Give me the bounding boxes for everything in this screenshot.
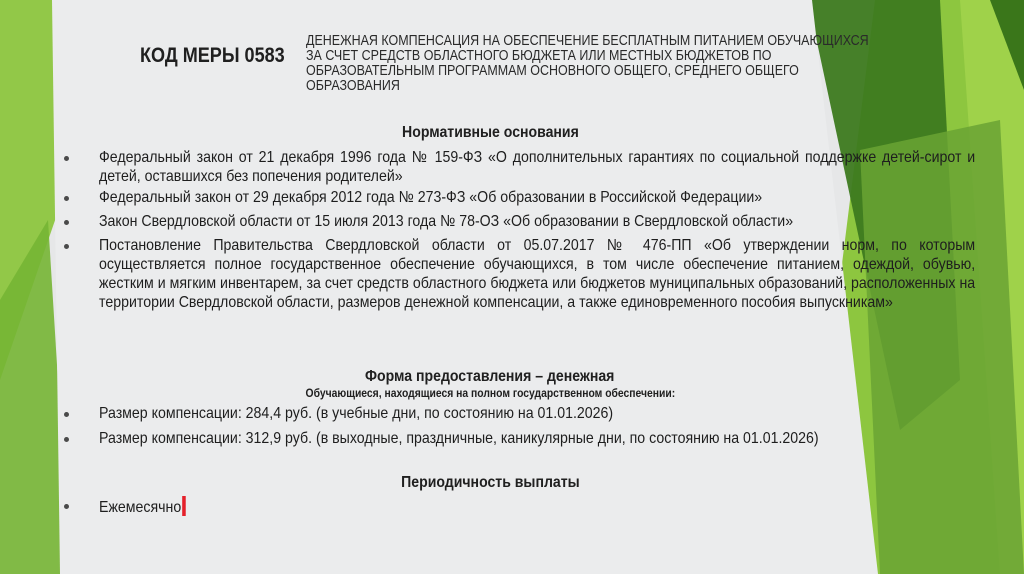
form-subheading xyxy=(52,388,928,400)
bullet-dot-icon xyxy=(64,220,69,225)
bullet-dot-icon xyxy=(64,437,69,442)
text-cursor-icon xyxy=(182,496,186,516)
slide-title: ДЕНЕЖНАЯ КОМПЕНСАЦИЯ НА ОБЕСПЕЧЕНИЕ БЕСПЛАТНЫМ ПИТАНИЕМ ОБУЧАЮЩИХСЯ ЗА СЧЕТ СРЕДСТВ ОБЛАСТНОГО БЮДЖЕТА ИЛИ МЕСТНЫХ БЮДЖЕТОВ ПО ОБРАЗОВАТЕЛЬНЫМ ПРОГРАММАМ ОСНОВНОГО ОБЩЕГО, СРЕДНЕГО ОБЩЕГО ОБРАЗОВАНИЯ xyxy=(306,33,869,94)
periodicity-value: Ежемесячно xyxy=(99,499,182,516)
legal-item-text: Закон Свердловской области от 15 июля 2013 года № 78-ОЗ «Об образовании в Свердловской области» xyxy=(99,213,794,230)
bullet-dot-icon xyxy=(64,412,69,417)
compensation-item-text: Размер компенсации: 284,4 руб. (в учебные дни, по состоянию на 01.01.2026) xyxy=(99,405,614,422)
bullet-dot-icon xyxy=(64,244,69,249)
bullet-dot-icon xyxy=(64,196,69,201)
form-heading-text: Форма предоставления – денежная xyxy=(365,368,615,385)
compensation-item-text: Размер компенсации: 312,9 руб. (в выходные, праздничные, каникулярные дни, по состоянию на 01.01.2026) xyxy=(99,430,819,447)
bullet-dot-icon xyxy=(64,504,69,509)
legal-item-text: Федеральный закон от 21 декабря 1996 года № 159-ФЗ «О дополнительных гарантиях по социальной поддержке детей-сирот и детей, оставшихся без попечения родителей» xyxy=(99,149,976,185)
legal-basis-heading-text: Нормативные основания xyxy=(401,124,579,141)
form-heading xyxy=(52,368,928,386)
legal-item-text: Федеральный закон от 29 декабря 2012 года № 273-ФЗ «Об образовании в Российской Федерации» xyxy=(99,189,763,206)
form-subheading-text: Обучающиеся, находящиеся на полном государственном обеспечении: xyxy=(305,388,675,400)
legal-basis-heading xyxy=(52,124,928,142)
periodicity-item-text xyxy=(99,496,975,517)
bullet-dot-icon xyxy=(64,156,69,161)
measure-code: КОД МЕРЫ 0583 xyxy=(140,44,285,67)
periodicity-heading xyxy=(52,474,928,492)
legal-item-text: Постановление Правительства Свердловской области от 05.07.2017 № 476-ПП «Об утверждении норм, по которым осуществляется полное государственное обеспечение обучающихся, в том числе обеспечение питанием, одеждой, обувью, жестким и мягким инвентарем, за счет средств областного бюджета или бюджетов муниципальных образований, расположенных на территории Свердловской области, размеров денежной компенсации, а также единовременного пособия выпускникам» xyxy=(99,237,976,311)
periodicity-heading-text: Периодичность выплаты xyxy=(400,474,580,491)
